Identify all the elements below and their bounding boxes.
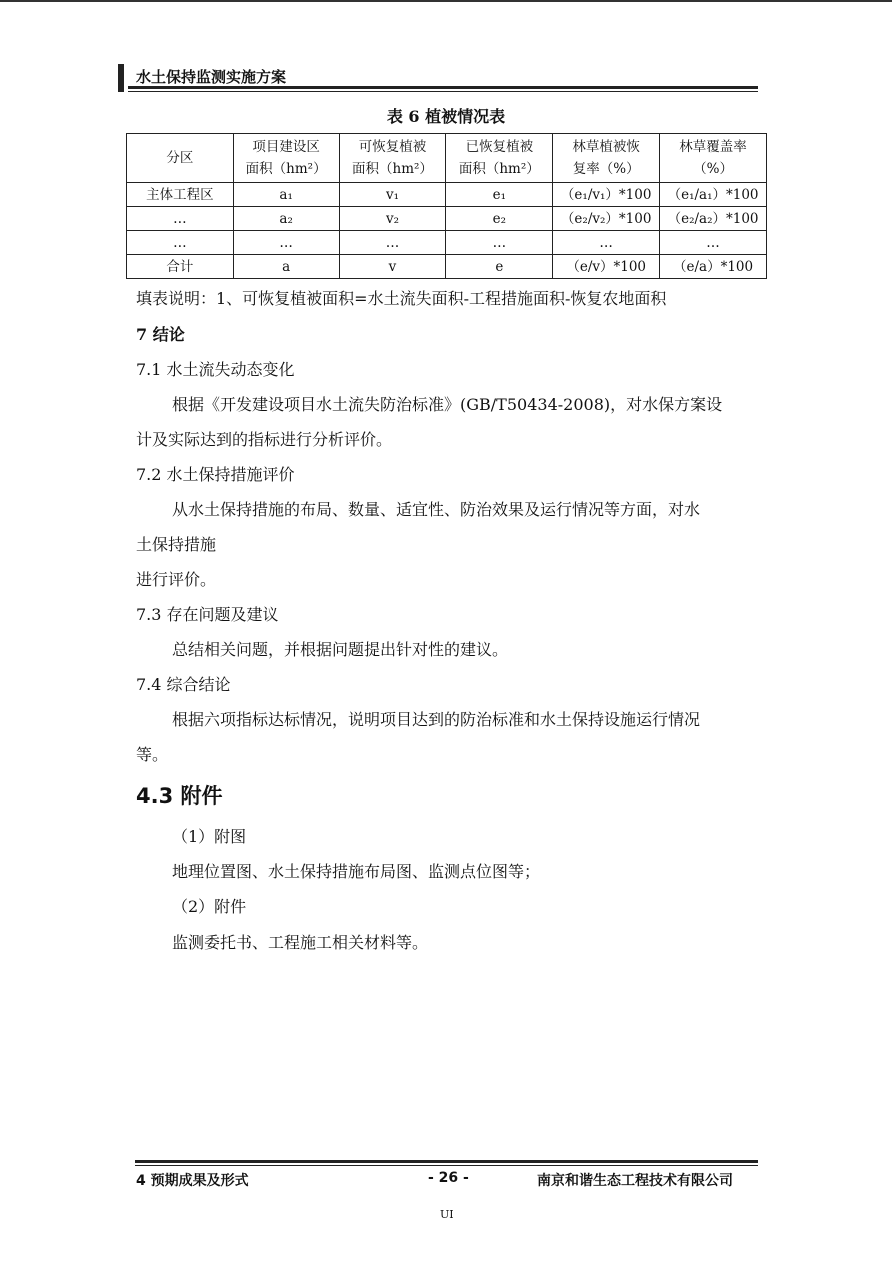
paragraph-7-2-line1: 从水土保持措施的布局、数量、适宜性、防治效果及运行情况等方面，对水 [172,500,701,519]
table-header-line: 复率（%） [572,161,640,177]
table-cell: a₁ [233,183,339,207]
header-rule-thin [128,91,758,92]
attachment-1-text: 地理位置图、水土保持措施布局图、监测点位图等； [172,862,541,881]
table-cell: a₂ [233,207,339,231]
attachment-2-text: 监测委托书、工程施工相关材料等。 [172,933,429,952]
table-cell: v₂ [339,207,446,231]
table-header-line: 面积（hm²） [458,161,540,177]
table-row [127,231,767,255]
table-cell: （e₂/a₂）*100 [660,207,767,231]
table-header-cell [233,134,339,183]
table-header-line: （%） [693,161,733,177]
attachment-2-label: （2）附件 [172,897,247,916]
vegetation-table [126,133,767,279]
table-header-line: 面积（hm²） [352,161,433,177]
section-heading-7-3: 7.3 存在问题及建议 [136,605,279,624]
header-rule [128,86,758,89]
header-title: 水土保持监测实施方案 [136,68,287,86]
section-heading-7-4: 7.4 综合结论 [136,675,231,694]
attachment-1-label: （1）附图 [172,827,247,846]
table-header-cell [553,134,660,183]
table-note: 填表说明：1、可恢复植被面积=水土流失面积-工程措施面积-恢复农地面积 [136,289,667,308]
footer-company: 南京和谐生态工程技术有限公司 [537,1173,733,1189]
paragraph-7-2-line2: 土保持措施 [136,535,217,554]
paragraph-7-4-line2: 等。 [136,745,169,764]
footer-page-number: - 26 - [428,1170,469,1186]
table-header-row [127,134,767,183]
table-row [127,207,767,231]
footer-rule [135,1160,758,1163]
table-cell: e₂ [446,207,553,231]
table-header-cell [446,134,553,183]
table-header-line: 分区 [166,150,194,166]
table-cell: … [446,231,553,255]
header-bar [118,64,124,92]
footer-rule-thin [135,1165,758,1166]
table-cell: a [233,255,339,279]
table-cell: … [553,231,660,255]
section-heading-7-2: 7.2 水土保持措施评价 [136,465,295,484]
table-header-line: 已恢复植被 [465,139,534,155]
paragraph-7-1-line1: 根据《开发建设项目水土流失防治标准》(GB/T50434-2008)，对水保方案设 [172,395,723,414]
table-cell: … [339,231,446,255]
table-header-cell [127,134,234,183]
table-cell: v [339,255,446,279]
table-cell: （e₂/v₂）*100 [553,207,660,231]
section-heading-4-3: 4.3 附件 [136,784,223,808]
page-top-border [0,0,892,2]
table-row [127,183,767,207]
table-header-line: 面积（hm²） [245,161,327,177]
paragraph-7-1-line2: 计及实际达到的指标进行分析评价。 [136,430,393,449]
table-cell: v₁ [339,183,446,207]
footer-chapter: 4 预期成果及形式 [136,1173,249,1189]
table-cell: e₁ [446,183,553,207]
table-cell: （e₁/v₁）*100 [553,183,660,207]
paragraph-7-2-line3: 进行评价。 [136,570,217,589]
table-caption: 表 6 植被情况表 [386,107,506,126]
page-mark: UI [440,1208,454,1221]
table-cell: … [127,207,234,231]
paragraph-7-4-line1: 根据六项指标达标情况，说明项目达到的防治标准和水土保持设施运行情况 [172,710,701,729]
table-cell: … [233,231,339,255]
table-row [127,255,767,279]
section-heading-7: 7 结论 [136,325,185,344]
table-cell: 合计 [127,255,234,279]
table-header-line: 可恢复植被 [358,139,427,155]
table-cell: 主体工程区 [127,183,234,207]
table-header-cell [339,134,446,183]
paragraph-7-3: 总结相关问题，并根据问题提出针对性的建议。 [172,640,509,659]
table-cell: （e/v）*100 [553,255,660,279]
table-cell: e [446,255,553,279]
table-cell: （e/a）*100 [660,255,767,279]
table-header-line: 项目建设区 [252,139,320,155]
table-header-line: 林草覆盖率 [679,139,747,155]
table-cell: （e₁/a₁）*100 [660,183,767,207]
section-heading-7-1: 7.1 水土流失动态变化 [136,360,295,379]
table-cell: … [660,231,767,255]
table-header-line: 林草植被恢 [572,139,640,155]
table-cell: … [127,231,234,255]
table-header-cell [660,134,767,183]
